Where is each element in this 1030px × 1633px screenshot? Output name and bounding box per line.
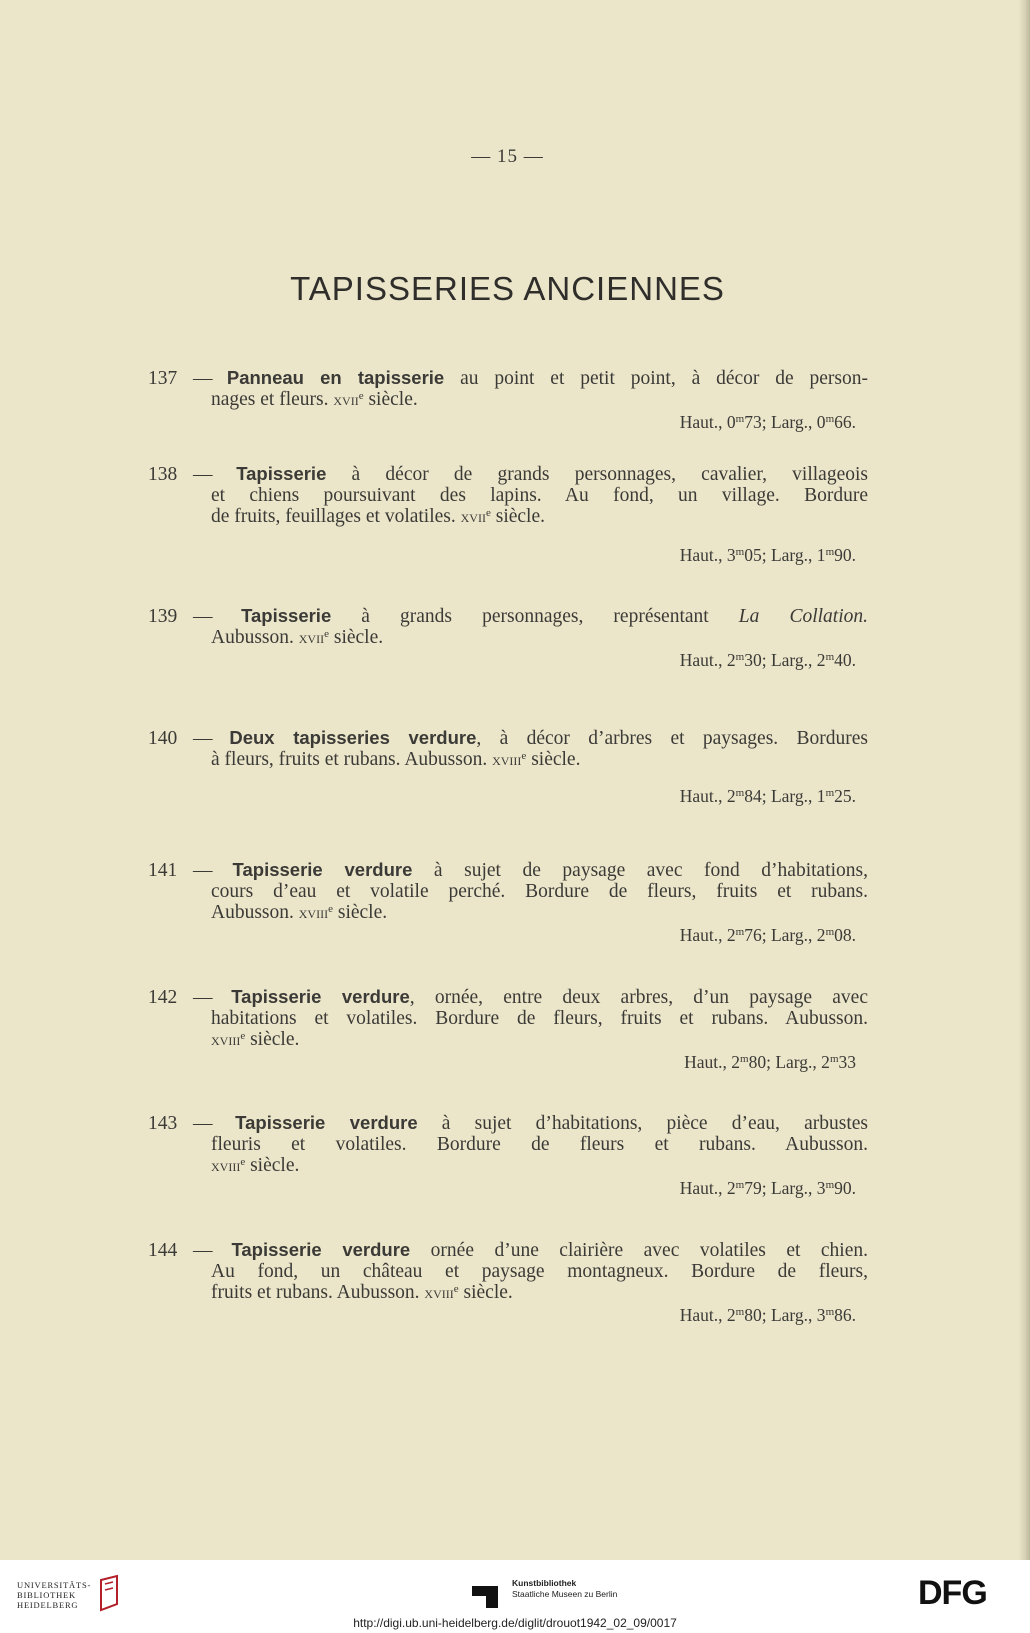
section-title: TAPISSERIES ANCIENNES [290, 270, 725, 307]
dimensions: Haut., 2$^m$30; Larg., 2$^m$40. [679, 650, 856, 670]
page-number: — 15 — [471, 146, 544, 167]
dimensions: Haut., 2$^m$76; Larg., 2$^m$08. [679, 925, 856, 945]
kunstbibliothek-logo-icon [470, 1582, 500, 1612]
dimensions: Haut., 2$^m$79; Larg., 3$^m$90. [679, 1178, 856, 1198]
dimensions: Haut., 0$^m$73; Larg., 0$^m$66. [679, 412, 856, 432]
dimensions: Haut., 2$^m$80; Larg., 2$^m$33 [684, 1052, 856, 1072]
catalog-entry-137: 137 — Panneau en tapisserie au point et petit point, à décor de person- nages et fleurs. xvii$^e$ siècle. Haut., 0$^m$73; Larg., 0$^m$66. [148, 367, 869, 432]
ub-heidelberg-logo-icon [95, 1574, 125, 1614]
footer-bar [0, 1560, 1030, 1633]
catalog-entry-142: 142 — Tapisserie verdure, ornée, entre deux arbres, d’un paysage avec habitations et volatiles. Bordure de fleurs, fruits et rubans. Aubusson. xviii$^e$ siècle. Haut., 2$^m$80; Larg., 2$^m$33 [148, 986, 868, 1072]
kunstbibliothek-logo-text: Kunstbibliothek Staatliche Museen zu Berlin [512, 1578, 618, 1599]
dimensions: Haut., 2$^m$84; Larg., 1$^m$25. [679, 786, 856, 806]
catalog-entry-138: 138 — Tapisserie à décor de grands personnages, cavalier, villageois et chiens poursuivant des lapins. Au fond, un village. Bordure de fruits, feuillages et volatiles. xvii$^e$ siècle. Haut., 3$^m$05; Larg., 1$^m$90. [148, 463, 868, 565]
dimensions: Haut., 2$^m$80; Larg., 3$^m$86. [679, 1305, 856, 1325]
dfg-logo: DFG [918, 1574, 987, 1612]
ub-heidelberg-logo-text: UNIVERSITÄTS- BIBLIOTHEK HEIDELBERG [17, 1580, 92, 1610]
catalog-entry-140: 140 — Deux tapisseries verdure, à décor d’arbres et paysages. Bordures à fleurs, fruits et rubans. Aubusson. xviii$^e$ siècle. Haut., 2$^m$84; Larg., 1$^m$25. [148, 727, 869, 806]
source-url[interactable]: http://digi.ub.uni-heidelberg.de/diglit/drouot1942_02_09/0017 [353, 1616, 677, 1630]
catalog-entry-144: 144 — Tapisserie verdure ornée d’une clairière avec volatiles et chien. Au fond, un château et paysage montagneux. Bordure de fleurs, fruits et rubans. Aubusson. xviii$^e$ siècle. Haut., 2$^m$80; Larg., 3$^m$86. [148, 1239, 868, 1325]
page-edge [1018, 0, 1030, 1560]
catalog-entry-139: 139 — Tapisserie à grands personnages, représentant La Collation. Aubusson. xvii$^e$ siècle. Haut., 2$^m$30; Larg., 2$^m$40. [148, 605, 868, 670]
catalog-entry-143: 143 — Tapisserie verdure à sujet d’habitations, pièce d’eau, arbustes fleuris et volatiles. Bordure de fleurs et rubans. Aubusson. xviii$^e$ siècle. Haut., 2$^m$79; Larg., 3$^m$90. [148, 1112, 868, 1198]
catalog-entry-141: 141 — Tapisserie verdure à sujet de paysage avec fond d’habitations, cours d’eau et volatile perché. Bordure de fleurs, fruits et rubans. Aubusson. xviii$^e$ siècle. Haut., 2$^m$76; Larg., 2$^m$08. [148, 859, 868, 945]
dimensions: Haut., 3$^m$05; Larg., 1$^m$90. [679, 545, 856, 565]
